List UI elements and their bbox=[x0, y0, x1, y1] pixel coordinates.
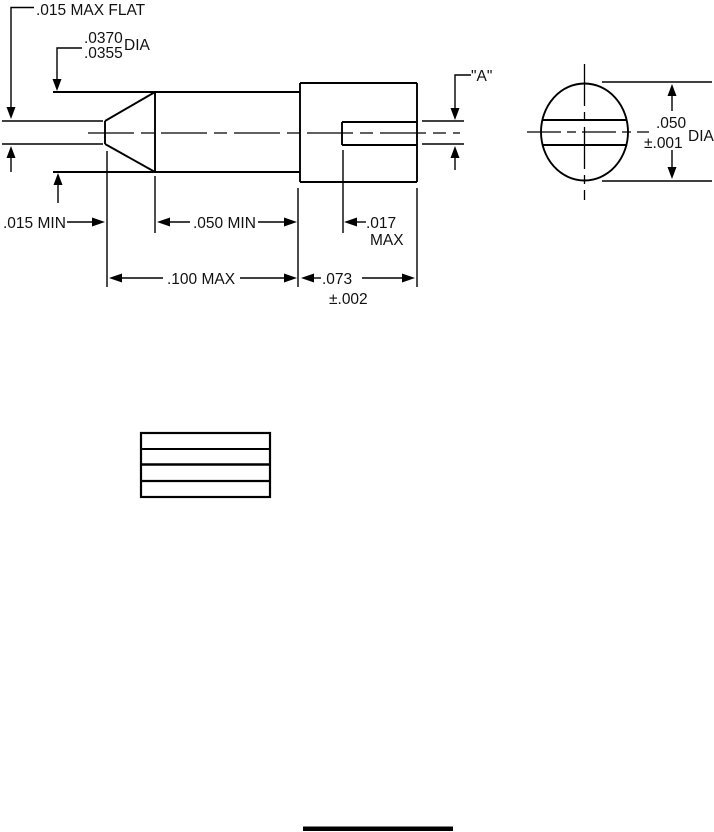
overall-left-arrowhead-icon bbox=[109, 274, 122, 283]
dia-leader bbox=[57, 48, 82, 79]
dia-unit-label: DIA bbox=[124, 37, 150, 54]
end-dia-up-arrowhead-icon bbox=[668, 84, 677, 96]
flat-callout-label: .015 MAX FLAT bbox=[36, 2, 146, 19]
overall-max-label: .100 MAX bbox=[167, 271, 236, 288]
end-dia-down-arrowhead-icon bbox=[668, 167, 677, 179]
cone-lower-edge bbox=[105, 144, 155, 172]
slot-dim-left-arrowhead-icon bbox=[344, 218, 357, 227]
bottom-rule-bar bbox=[303, 827, 453, 832]
tip-min-label: .015 MIN bbox=[3, 215, 66, 232]
head-dim-tolerance-label: ±.002 bbox=[329, 291, 368, 308]
shank-min-right-arrowhead-icon bbox=[284, 218, 297, 227]
dia-upper-label: .0370 bbox=[84, 30, 123, 47]
shank-min-left-arrowhead-icon bbox=[157, 218, 170, 227]
slot-ref-leader bbox=[455, 75, 471, 108]
revision-table bbox=[141, 433, 270, 497]
cone-upper-edge bbox=[105, 92, 155, 121]
slot-ref-down-arrowhead-icon bbox=[451, 108, 460, 120]
end-dia-value-label: .050 bbox=[656, 115, 687, 132]
slot-dim-value-label: .017 bbox=[366, 215, 397, 232]
end-dia-tolerance-label: ±.001 bbox=[644, 135, 683, 152]
flat-leader bbox=[11, 8, 34, 108]
dimension-labels bbox=[3, 2, 714, 308]
slot-ref-up-arrowhead-icon bbox=[451, 146, 460, 158]
slot-dim-qualifier-label: MAX bbox=[370, 232, 404, 249]
end-dia-unit-label: DIA bbox=[688, 128, 714, 145]
tip-min-right-arrowhead-icon bbox=[92, 218, 105, 227]
shank-min-label: .050 MIN bbox=[193, 215, 256, 232]
head-dim-left-arrowhead-icon bbox=[301, 274, 314, 283]
dia-lower-label: .0355 bbox=[84, 45, 123, 62]
head-dim-right-arrowhead-icon bbox=[402, 274, 415, 283]
end-view bbox=[527, 64, 712, 200]
dia-down-arrowhead-icon bbox=[53, 79, 62, 91]
overall-right-arrowhead-icon bbox=[284, 274, 297, 283]
flat-down-arrowhead-icon bbox=[7, 107, 16, 119]
head-dim-value-label: .073 bbox=[322, 271, 353, 288]
flat-up-arrowhead-icon bbox=[7, 146, 16, 158]
dia-up-arrowhead-icon bbox=[54, 173, 63, 185]
slot-ref-label: "A" bbox=[471, 68, 493, 85]
